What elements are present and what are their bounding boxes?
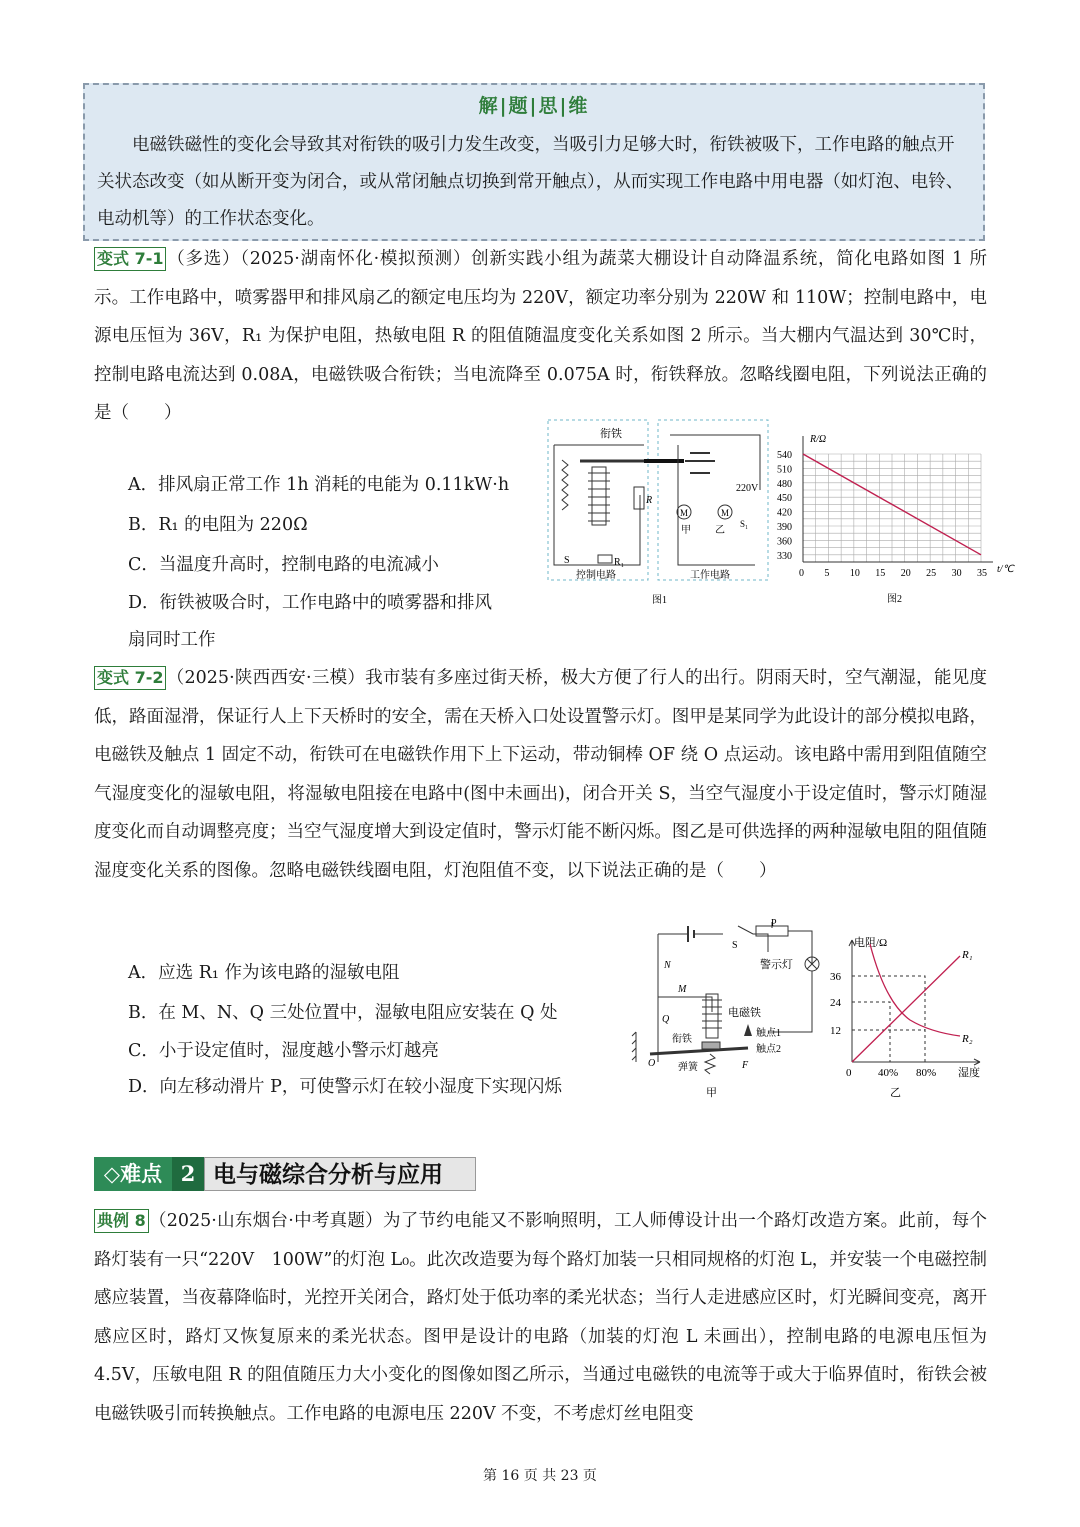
label-r: R xyxy=(646,495,653,506)
x-tick-label: 20 xyxy=(900,568,911,579)
figure-jia-circuit xyxy=(628,912,828,1102)
label-yi: 乙 xyxy=(715,525,725,536)
thinking-body: 电磁铁磁性的变化会导致其对衔铁的吸引力发生改变，当吸引力足够大时，衔铁被吸下，工作电路的触点开关状态改变（如从断开变为闭合，或从常闭触点切换到常开触点），从而实现工作电路中用电器（如灯泡、电铃、电动机等）的工作状态变化。 xyxy=(97,135,964,229)
y-tick-label: 360 xyxy=(777,536,792,548)
caption-yi: 乙 xyxy=(890,1087,901,1099)
label-f: F xyxy=(742,1060,749,1071)
label-n: N xyxy=(664,960,671,971)
option-b: B．R₁ 的电阻为 220Ω xyxy=(128,515,308,535)
x-tick-label: 5 xyxy=(824,568,830,579)
y-tick-label: 450 xyxy=(777,493,792,505)
battery xyxy=(688,926,694,942)
copper-rod xyxy=(650,1048,748,1054)
label-spring: 弹簧 xyxy=(678,1062,698,1073)
label-220v: 220V xyxy=(736,483,759,494)
y-tick-label: 420 xyxy=(777,507,792,519)
label-m1: M xyxy=(680,508,689,518)
question-text: （2025·陕西西安·三模）我市装有多座过街天桥，极大方便了行人的出行。阴雨天时，空气潮湿，能见度低，路面湿滑，保证行人上下天桥时的安全，需在天桥入口处设置警示灯。图甲是某同学为此设计的部分模拟电路，电磁铁及触点 1 固定不动，衔铁可在电磁铁作用下上下运动，带动铜棒 OF 绕 O 点运动。该电路中需用到阻值随空气湿度变化的湿敏电阻，将湿敏电阻接在电路中(图中未画出)，闭合开关 S，当空气湿度小于设定值时，警示灯随湿度变化而自动调整亮度；当空气湿度增大到设定值时，警示灯能不断闪烁。图乙是可供选择的两种湿敏电阻的阻值随湿度变化关系的图像。忽略电磁铁线圈电阻，灯泡阻值不变，以下说法正确的是（ ） xyxy=(94,668,987,881)
thinking-title: 解|题|思|维 xyxy=(478,95,590,117)
caption-fig1: 图1 xyxy=(652,595,667,606)
figure-1-circuit xyxy=(540,415,775,615)
label-armature: 衔铁 xyxy=(672,1034,692,1045)
label-m: M xyxy=(678,984,687,995)
label-lamp: 警示灯 xyxy=(760,959,793,971)
spring xyxy=(562,460,568,510)
difficulty-label: ◇难点 xyxy=(94,1157,172,1191)
label-s1: S₁ xyxy=(740,519,749,529)
y-tick-label: 510 xyxy=(777,464,792,476)
spring xyxy=(705,1054,715,1074)
y-tick-label: 390 xyxy=(777,522,792,533)
x-tick-label: 25 xyxy=(926,568,937,579)
y-tick-label: 540 xyxy=(777,450,792,461)
chart-xlabel: t/℃ xyxy=(997,564,1014,575)
label-work-circuit: 工作电路 xyxy=(690,570,730,581)
caption-fig2: 图2 xyxy=(887,594,902,605)
chart-xlabel: 湿度 xyxy=(958,1067,980,1079)
xtick-40: 40% xyxy=(878,1067,899,1079)
label-contact1: 触点1 xyxy=(756,1028,781,1039)
label-r1: R₁ xyxy=(962,949,973,961)
ytick-12: 12 xyxy=(830,1025,841,1037)
thinking-box xyxy=(83,83,985,241)
difficulty-number: 2 xyxy=(172,1157,204,1191)
label-contact2: 触点2 xyxy=(756,1044,781,1055)
question-text: （多选）（2025·湖南怀化·模拟预测）创新实践小组为蔬菜大棚设计自动降温系统，简化电路如图 1 所示。工作电路中，喷雾器甲和排风扇乙的额定电压均为 220V，额定功率分别为 220W 和 110W；控制电路中，电源电压恒为 36V，R₁ 为保护电阻，热敏电阻 R 的阻值随温度变化关系如图 2 所示。当大棚内气温达到 30℃时，控制电路电流达到 0.08A，电磁铁吸合衔铁；当电流降至 0.075A 时，衔铁释放。忽略线圈电阻，下列说法正确的是（ ） xyxy=(94,249,987,423)
coil-core xyxy=(592,467,606,525)
option-a: A．排风扇正常工作 1h 消耗的电能为 0.11kW·h xyxy=(128,475,510,495)
example-text: （2025·山东烟台·中考真题）为了节约电能又不影响照明，工人师傅设计出一个路灯改造方案。此前，每个路灯装有一只“220V 100W”的灯泡 L₀。此次改造要为每个路灯加装一只相同规格的灯泡 L，并安装一个电磁控制感应装置，当夜幕降临时，光控开关闭合，路灯处于低功率的柔光状态；当行人走进感应区时，灯光瞬间变亮，离开感应区时，路灯又恢复原来的柔光状态。图甲是设计的电路（加装的灯泡 L 未画出），控制电路的电源电压恒为 4.5V，压敏电阻 R 的阻值随压力大小变化的图像如图乙所示，当通过电磁铁的电流等于或大于临界值时，衔铁会被电磁铁吸引而转换触点。工作电路的电源电压 220V 不变，不考虑灯丝电阻变 xyxy=(94,1211,987,1424)
label-o: O xyxy=(648,1058,656,1069)
option-b: B．在 M、N、Q 三处位置中，湿敏电阻应安装在 Q 处 xyxy=(128,1003,558,1023)
option-d: D．衔铁被吸合时，工作电路中的喷雾器和排风 xyxy=(128,593,493,613)
curve-r1 xyxy=(852,956,960,1062)
example-tag: 典例 8 xyxy=(94,1209,149,1233)
label-s: S xyxy=(732,940,738,951)
label-q: Q xyxy=(662,1014,670,1025)
armature xyxy=(702,1042,720,1049)
question-tag: 变式 7-1 xyxy=(94,247,166,271)
x-tick-label: 10 xyxy=(849,568,860,579)
xtick-0: 0 xyxy=(846,1067,852,1079)
option-a: A．应选 R₁ 作为该电路的湿敏电阻 xyxy=(128,963,400,983)
figure-2-chart xyxy=(775,430,1025,610)
curve-r2 xyxy=(870,944,960,1036)
label-m2: M xyxy=(721,508,730,518)
label-r2: R₂ xyxy=(962,1033,973,1045)
work-circuit-box xyxy=(658,420,768,580)
option-c: C．当温度升高时，控制电路的电流减小 xyxy=(128,555,439,575)
y-tick-label: 480 xyxy=(777,478,792,490)
difficulty-title: 电与磁综合分析与应用 xyxy=(204,1157,476,1191)
difficulty-header xyxy=(94,1157,476,1191)
x-tick-label: 30 xyxy=(951,568,962,579)
option-c: C．小于设定值时，湿度越小警示灯越亮 xyxy=(128,1041,439,1061)
contact-1 xyxy=(744,1024,752,1036)
x-tick-label: 15 xyxy=(875,568,886,579)
label-s: S xyxy=(564,555,570,566)
question-tag: 变式 7-2 xyxy=(94,666,166,690)
ytick-36: 36 xyxy=(830,971,841,983)
y-tick-label: 330 xyxy=(777,550,792,562)
label-armature: 衔铁 xyxy=(600,428,622,440)
label-electromagnet: 电磁铁 xyxy=(728,1007,761,1019)
page-footer: 第 16 页 共 23 页 xyxy=(483,1468,597,1484)
x-tick-label: 0 xyxy=(799,568,804,579)
ytick-24: 24 xyxy=(830,997,841,1009)
caption-jia: 甲 xyxy=(706,1087,717,1099)
resistor-r1 xyxy=(598,555,612,563)
chart-ylabel: 电阻/Ω xyxy=(854,937,888,949)
thermistor-r xyxy=(634,487,644,509)
x-tick-label: 35 xyxy=(977,568,987,579)
question-7-2-stem xyxy=(94,659,987,890)
label-r1: R₁ xyxy=(614,557,625,568)
example-8-stem xyxy=(94,1202,987,1433)
label-control-circuit: 控制电路 xyxy=(576,570,616,581)
chart-ylabel: R/Ω xyxy=(810,434,827,445)
figure-yi-chart xyxy=(830,932,1000,1102)
label-jia: 甲 xyxy=(681,525,691,536)
option-d: D．向左移动滑片 P，可使警示灯在较小湿度下实现闪烁 xyxy=(128,1077,562,1097)
option-d-cont: 扇同时工作 xyxy=(128,630,216,650)
xtick-80: 80% xyxy=(916,1067,937,1079)
question-7-1-stem xyxy=(94,240,987,433)
label-p: P xyxy=(771,918,777,929)
